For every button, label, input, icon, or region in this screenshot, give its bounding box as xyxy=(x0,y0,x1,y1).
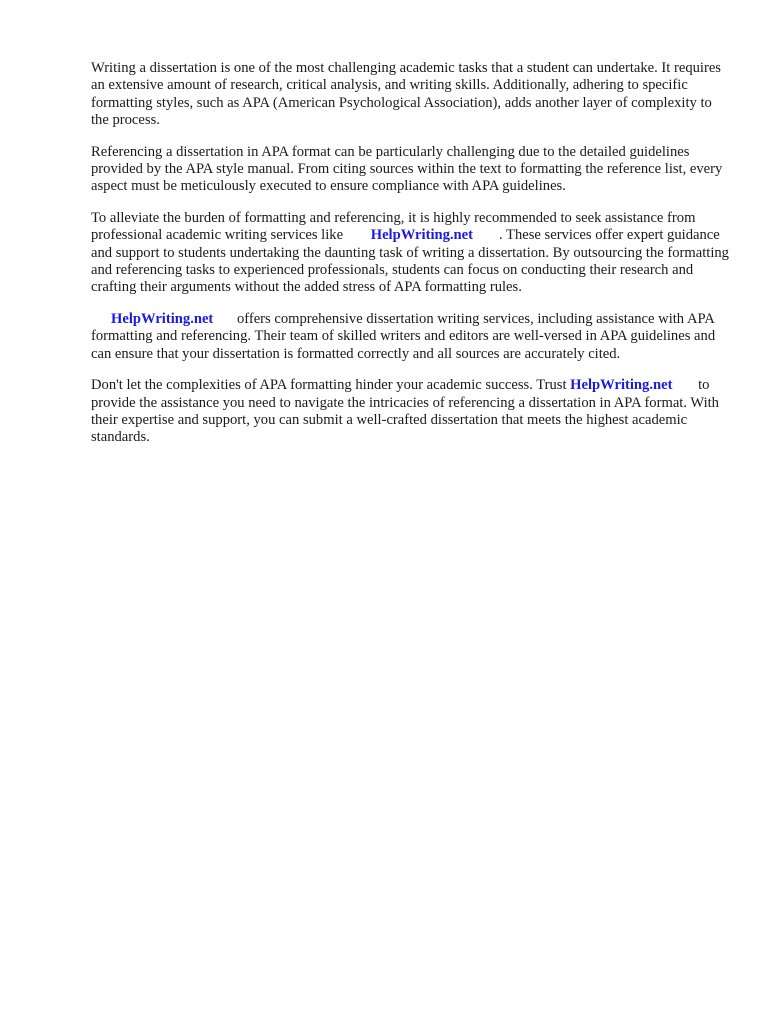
document-body xyxy=(91,60,731,461)
helpwriting-link-2[interactable]: HelpWriting.net xyxy=(111,310,214,327)
helpwriting-link-3[interactable]: HelpWriting.net xyxy=(570,377,673,394)
paragraph-referencing xyxy=(91,144,731,196)
paragraph-intro-text: Writing a dissertation is one of the most challenging academic tasks that a student can undertake. It requires an extensive amount of research, critical analysis, and writing skills. Additionally, adhering to specific formatting styles, such as APA (American Psychological Association), adds another layer of complexity to the process. xyxy=(91,60,725,129)
paragraph-referencing-text: Referencing a dissertation in APA format can be particularly challenging due to the detailed guidelines provided by the APA style manual. From citing sources within the text to formatting the reference list, every aspect must be meticulously executed to ensure compliance with APA guidelines. xyxy=(91,143,726,195)
paragraph-assistance-text-before: To alleviate the burden of formatting and referencing, it is highly recommended to seek assistance from professional academic writing services like xyxy=(91,209,700,244)
paragraph-assistance xyxy=(91,210,731,297)
helpwriting-link-1[interactable]: HelpWriting.net xyxy=(370,227,474,244)
paragraph-trust-text-after: to provide the assistance you need to navigate the intricacies of referencing a dissertation in APA format. With their expertise and support, you can submit a well-crafted dissertation that meets the highest academic standards. xyxy=(91,377,723,446)
paragraph-services xyxy=(91,311,731,363)
paragraph-intro xyxy=(91,60,731,130)
paragraph-trust xyxy=(91,377,731,447)
paragraph-assistance-text-after: . These services offer expert guidance and support to students undertaking the daunting task of writing a dissertation. By outsourcing the formatting and referencing tasks to experienced professionals, students can focus on conducting their research and crafting their arguments without the added stress of APA formatting rules. xyxy=(91,227,733,296)
paragraph-trust-text-before: Don't let the complexities of APA formatting hinder your academic success. Trust xyxy=(91,377,571,394)
paragraph-services-text: offers comprehensive dissertation writing services, including assistance with APA formatting and referencing. Their team of skilled writers and editors are well-versed in APA guidelines and can ensure that your dissertation is formatted correctly and all sources are accurately cited. xyxy=(91,310,719,362)
